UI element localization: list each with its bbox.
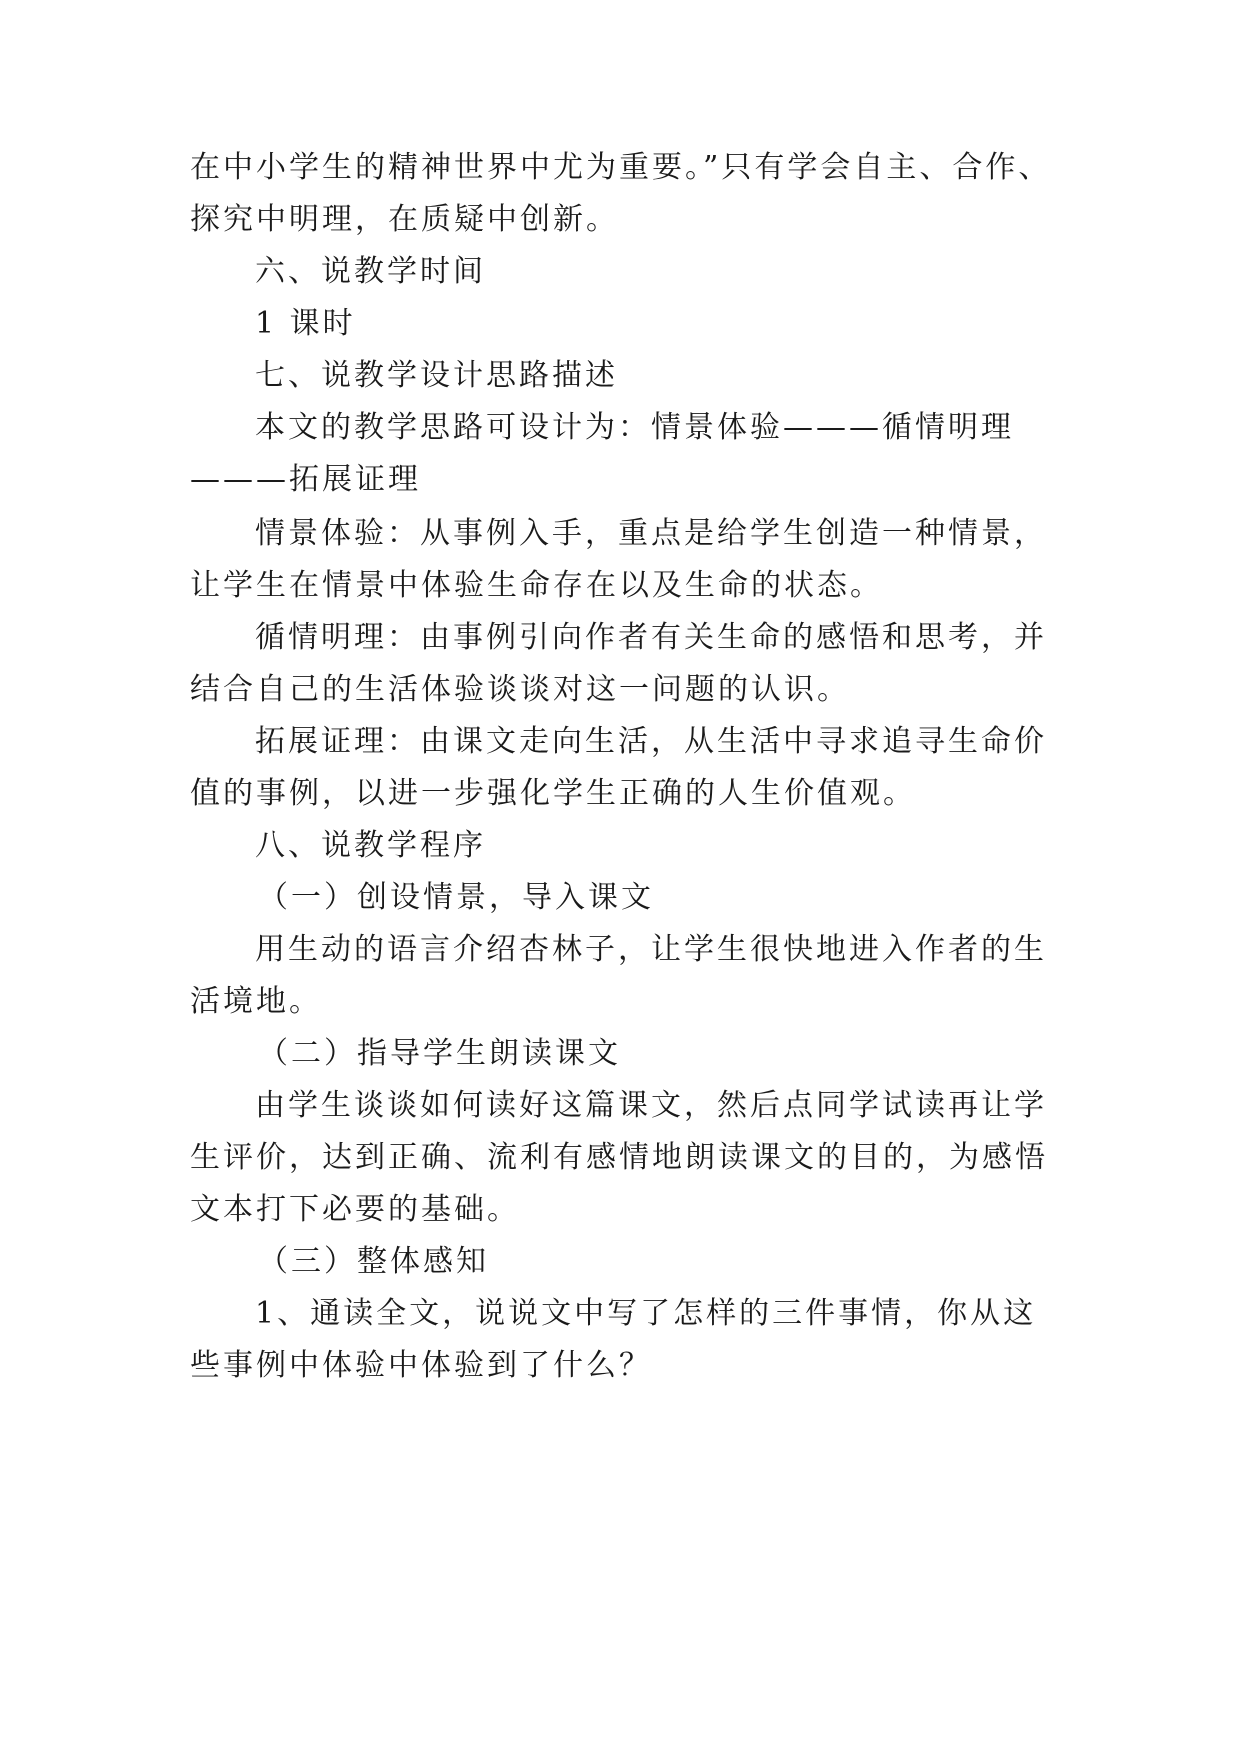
section-heading-teaching-procedure: 八、说教学程序 — [255, 828, 486, 863]
body-line: 1、通读全文，说说文中写了怎样的三件事情，你从这 — [255, 1296, 1037, 1331]
body-line: 由学生谈谈如何读好这篇课文，然后点同学试读再让学 — [255, 1088, 1047, 1123]
section-heading-design-approach: 七、说教学设计思路描述 — [255, 358, 618, 393]
section-heading-teaching-time: 六、说教学时间 — [255, 254, 486, 289]
body-line: ———拓展证理 — [190, 462, 421, 497]
body-line: 活境地。 — [190, 984, 322, 1019]
body-line: 结合自己的生活体验谈谈对这一问题的认识。 — [190, 672, 850, 707]
body-line: 些事例中体验中体验到了什么？ — [190, 1348, 652, 1383]
body-line: 1 课时 — [255, 306, 356, 341]
body-line: 拓展证理：由课文走向生活，从生活中寻求追寻生命价 — [255, 724, 1047, 759]
body-line: 本文的教学思路可设计为：情景体验———循情明理 — [255, 410, 1014, 445]
body-line: 循情明理：由事例引向作者有关生命的感悟和思考，并 — [255, 620, 1047, 655]
subsection-heading: （一）创设情景，导入课文 — [258, 880, 654, 915]
body-line: 探究中明理，在质疑中创新。 — [190, 202, 619, 237]
subsection-heading: （三）整体感知 — [258, 1244, 489, 1279]
body-line: 用生动的语言介绍杏林子，让学生很快地进入作者的生 — [255, 932, 1047, 967]
body-line: 文本打下必要的基础。 — [190, 1192, 520, 1227]
body-line: 在中小学生的精神世界中尤为重要。”只有学会自主、合作、 — [190, 150, 1052, 185]
body-line: 情景体验：从事例入手，重点是给学生创造一种情景， — [255, 516, 1047, 551]
body-line: 让学生在情景中体验生命存在以及生命的状态。 — [190, 568, 883, 603]
body-line: 生评价，达到正确、流利有感情地朗读课文的目的，为感悟 — [190, 1140, 1048, 1175]
body-line: 值的事例，以进一步强化学生正确的人生价值观。 — [190, 776, 916, 811]
subsection-heading: （二）指导学生朗读课文 — [258, 1036, 621, 1071]
